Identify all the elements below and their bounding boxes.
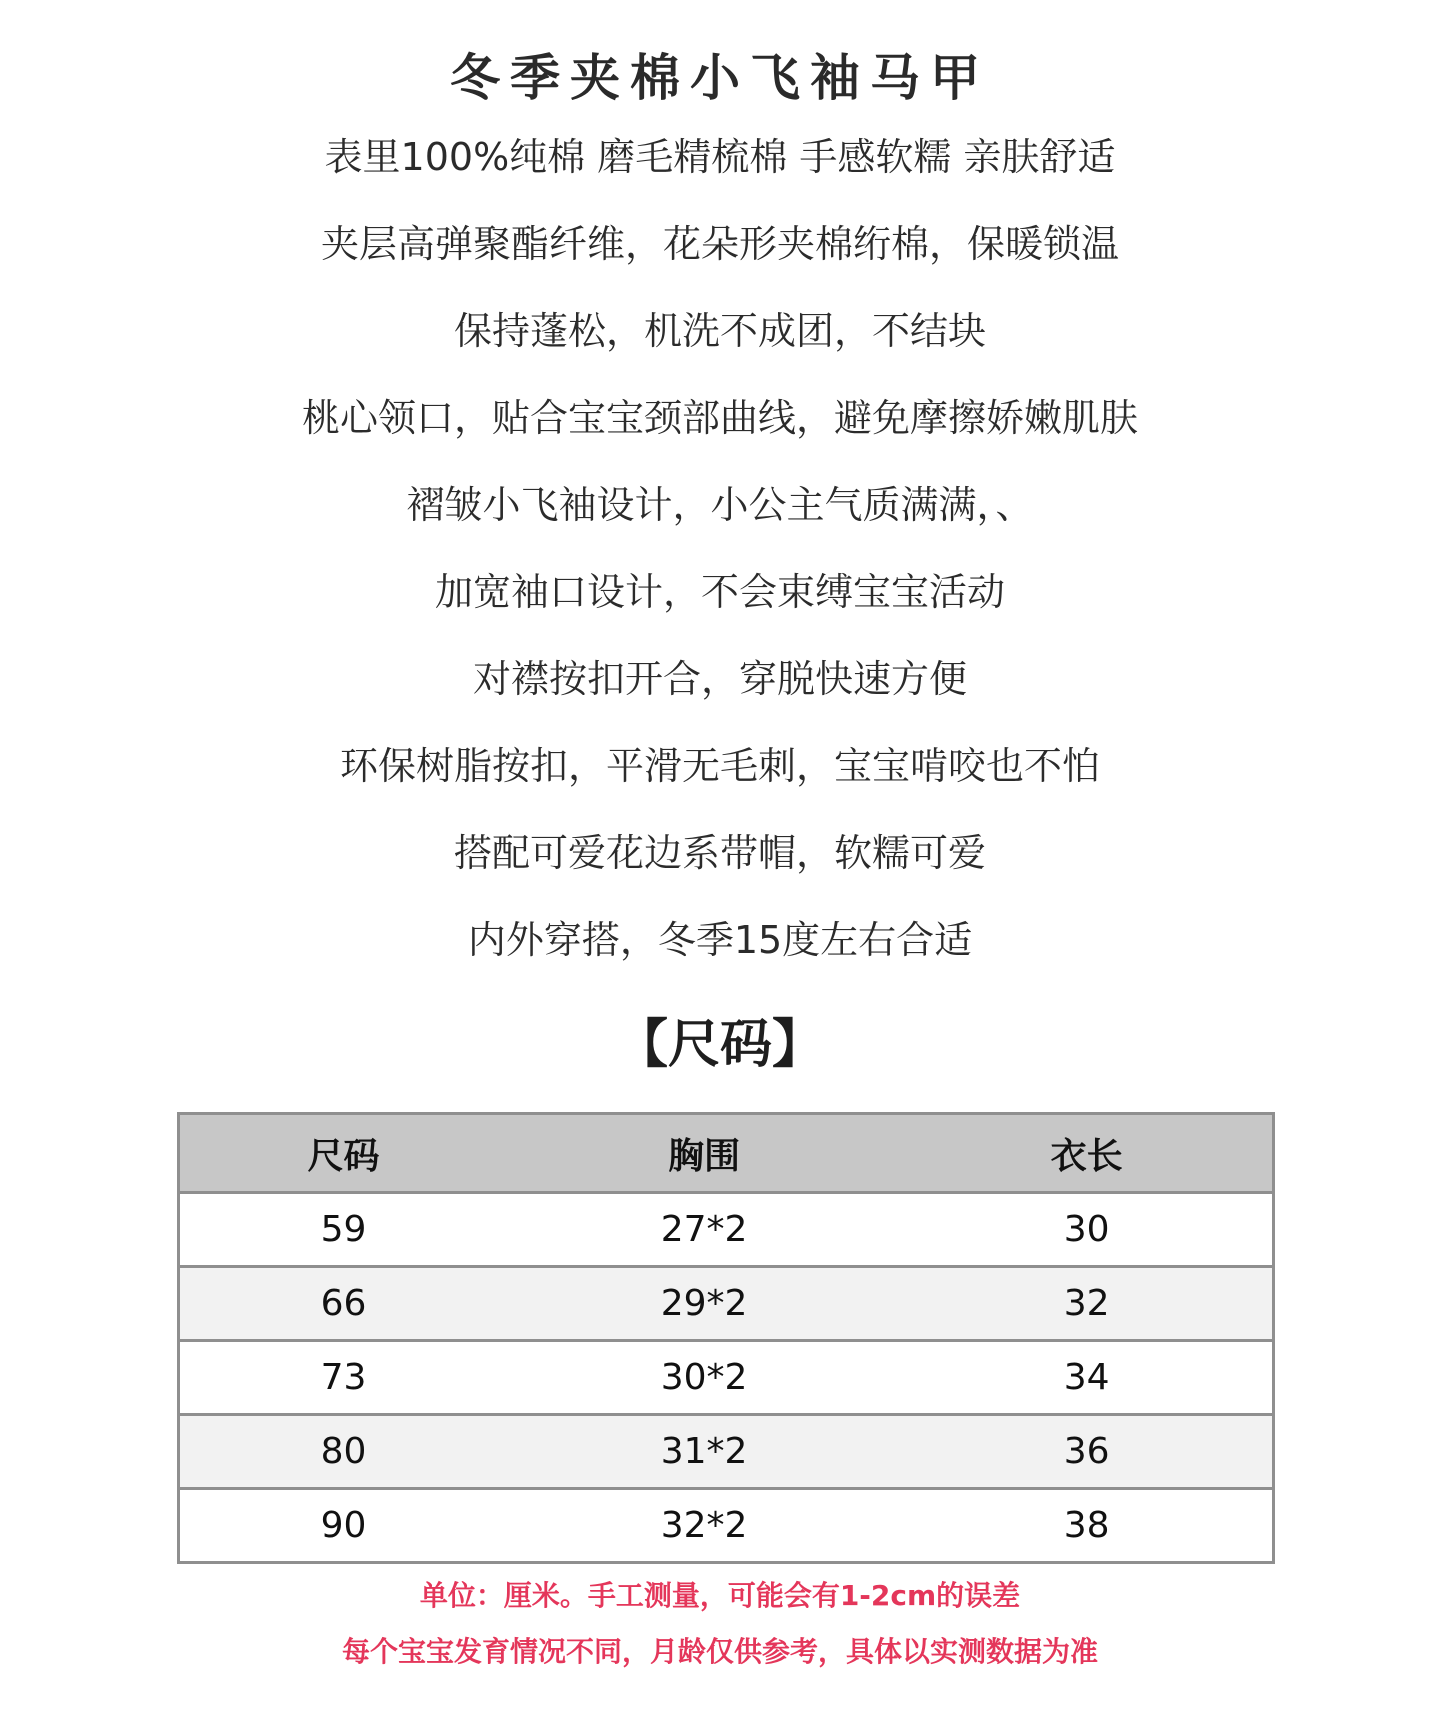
size-chart-table bbox=[177, 1112, 1275, 1564]
feature-description-list bbox=[0, 122, 1440, 992]
cell-length: 36 bbox=[901, 1415, 1273, 1489]
cell-chest: 31*2 bbox=[507, 1415, 901, 1489]
age-reference-note: 每个宝宝发育情况不同，月龄仅供参考，具体以实测数据为准 bbox=[341, 1635, 1098, 1668]
cell-chest: 30*2 bbox=[507, 1341, 901, 1415]
cell-chest: 29*2 bbox=[507, 1267, 901, 1341]
cell-size: 66 bbox=[179, 1267, 508, 1341]
feature-line: 表里100%纯棉 磨毛精梳棉 手感软糯 亲肤舒适 bbox=[324, 135, 1116, 179]
feature-line: 对襟按扣开合，穿脱快速方便 bbox=[472, 657, 967, 701]
feature-line: 桃心领口，贴合宝宝颈部曲线，避免摩擦娇嫩肌肤 bbox=[301, 396, 1138, 440]
cell-size: 73 bbox=[179, 1341, 508, 1415]
header-size: 尺码 bbox=[179, 1114, 508, 1193]
table-row bbox=[179, 1341, 1274, 1415]
cell-length: 38 bbox=[901, 1489, 1273, 1563]
cell-length: 32 bbox=[901, 1267, 1273, 1341]
feature-line: 环保树脂按扣，平滑无毛刺，宝宝啃咬也不怕 bbox=[339, 744, 1100, 788]
size-section-title: 【尺码】 bbox=[615, 1015, 824, 1075]
size-chart-body bbox=[179, 1193, 1274, 1563]
cell-size: 80 bbox=[179, 1415, 508, 1489]
feature-line: 内外穿搭，冬季15度左右合适 bbox=[467, 918, 973, 962]
feature-line: 搭配可爱花边系带帽，软糯可爱 bbox=[453, 831, 986, 875]
feature-line: 褶皱小飞袖设计，小公主气质满满，、 bbox=[406, 483, 1034, 527]
product-title: 冬季夹棉小飞袖马甲 bbox=[450, 49, 990, 107]
size-chart-header bbox=[179, 1114, 1274, 1193]
cell-size: 59 bbox=[320, 1209, 367, 1250]
table-row bbox=[179, 1267, 1274, 1341]
table-row bbox=[179, 1415, 1274, 1489]
cell-chest: 32*2 bbox=[507, 1489, 901, 1563]
cell-size: 90 bbox=[179, 1489, 508, 1563]
cell-chest: 27*2 bbox=[660, 1209, 748, 1250]
table-row bbox=[179, 1193, 1274, 1267]
table-header-row bbox=[179, 1114, 1274, 1193]
header-length: 衣长 bbox=[901, 1114, 1273, 1193]
cell-length: 34 bbox=[901, 1341, 1273, 1415]
header-chest: 胸围 bbox=[507, 1114, 901, 1193]
measurement-note: 单位：厘米。手工测量，可能会有1-2cm的误差 bbox=[419, 1579, 1021, 1612]
feature-line: 加宽袖口设计，不会束缚宝宝活动 bbox=[434, 570, 1005, 614]
feature-line: 保持蓬松，机洗不成团，不结块 bbox=[453, 309, 986, 353]
table-row bbox=[179, 1489, 1274, 1563]
cell-length: 30 bbox=[1063, 1209, 1110, 1250]
feature-line: 夹层高弹聚酯纤维，花朵形夹棉绗棉，保暖锁温 bbox=[320, 222, 1119, 266]
